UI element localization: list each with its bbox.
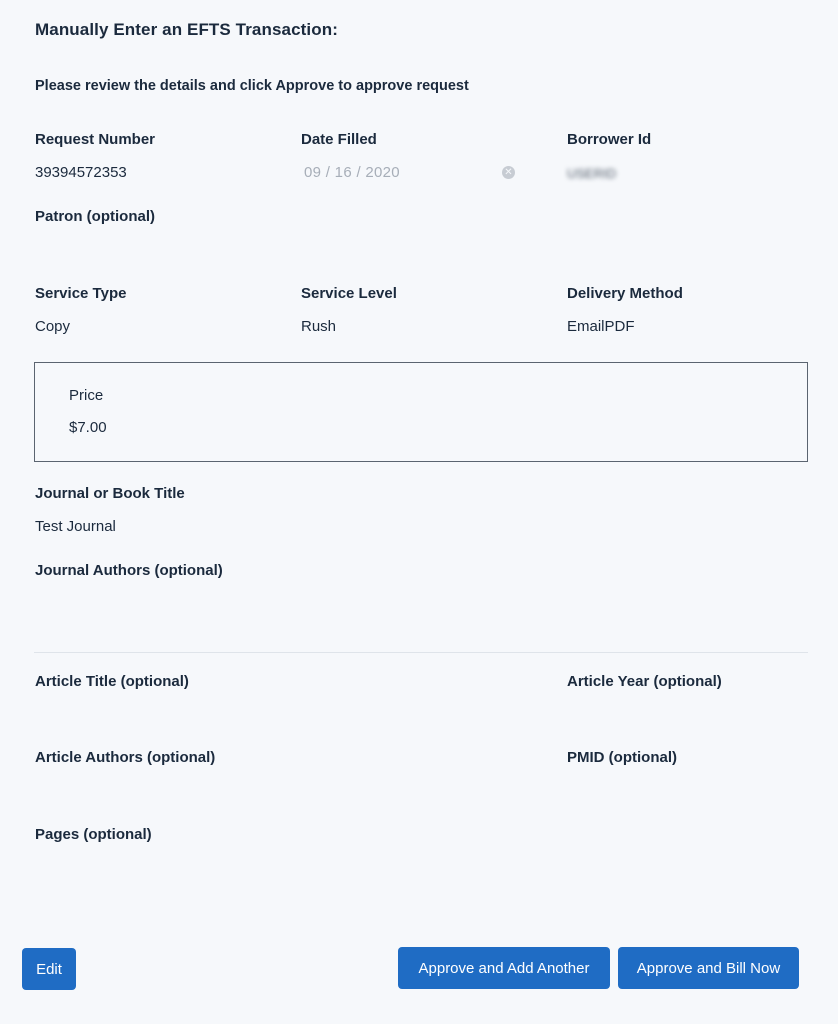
request-number-label: Request Number xyxy=(35,131,156,148)
article-authors-label: Article Authors (optional) xyxy=(35,749,216,766)
journal-title-label: Journal or Book Title xyxy=(35,485,185,502)
approve-and-add-another-button[interactable]: Approve and Add Another xyxy=(398,947,610,989)
service-type-label: Service Type xyxy=(35,285,127,302)
price-panel xyxy=(34,362,808,462)
journal-authors-label: Journal Authors (optional) xyxy=(35,562,223,579)
clear-date-icon[interactable]: ✕ xyxy=(502,166,515,179)
date-filled-input[interactable]: 09 / 16 / 2020 xyxy=(304,164,400,181)
date-filled-label: Date Filled xyxy=(301,131,377,148)
borrower-id-label: Borrower Id xyxy=(567,131,652,148)
price-value: $7.00 xyxy=(69,419,107,436)
article-year-label: Article Year (optional) xyxy=(567,673,722,690)
approve-and-bill-now-button[interactable]: Approve and Bill Now xyxy=(618,947,799,989)
patron-label: Patron (optional) xyxy=(35,208,155,225)
edit-button[interactable]: Edit xyxy=(22,948,76,990)
page-title: Manually Enter an EFTS Transaction: xyxy=(35,20,338,39)
article-title-label: Article Title (optional) xyxy=(35,673,189,690)
pages-label: Pages (optional) xyxy=(35,826,152,843)
borrower-id-value: USERID xyxy=(567,166,617,181)
service-level-label: Service Level xyxy=(301,285,397,302)
request-number-value: 39394572353 xyxy=(35,164,127,181)
pmid-label: PMID (optional) xyxy=(567,749,677,766)
price-label: Price xyxy=(69,387,104,404)
instructions-text: Please review the details and click Approve to approve request xyxy=(35,78,469,94)
service-level-value: Rush xyxy=(301,318,337,335)
journal-title-value: Test Journal xyxy=(35,518,116,535)
service-type-value: Copy xyxy=(35,318,71,335)
section-divider xyxy=(34,652,808,653)
delivery-method-value: EmailPDF xyxy=(567,318,635,335)
delivery-method-label: Delivery Method xyxy=(567,285,683,302)
